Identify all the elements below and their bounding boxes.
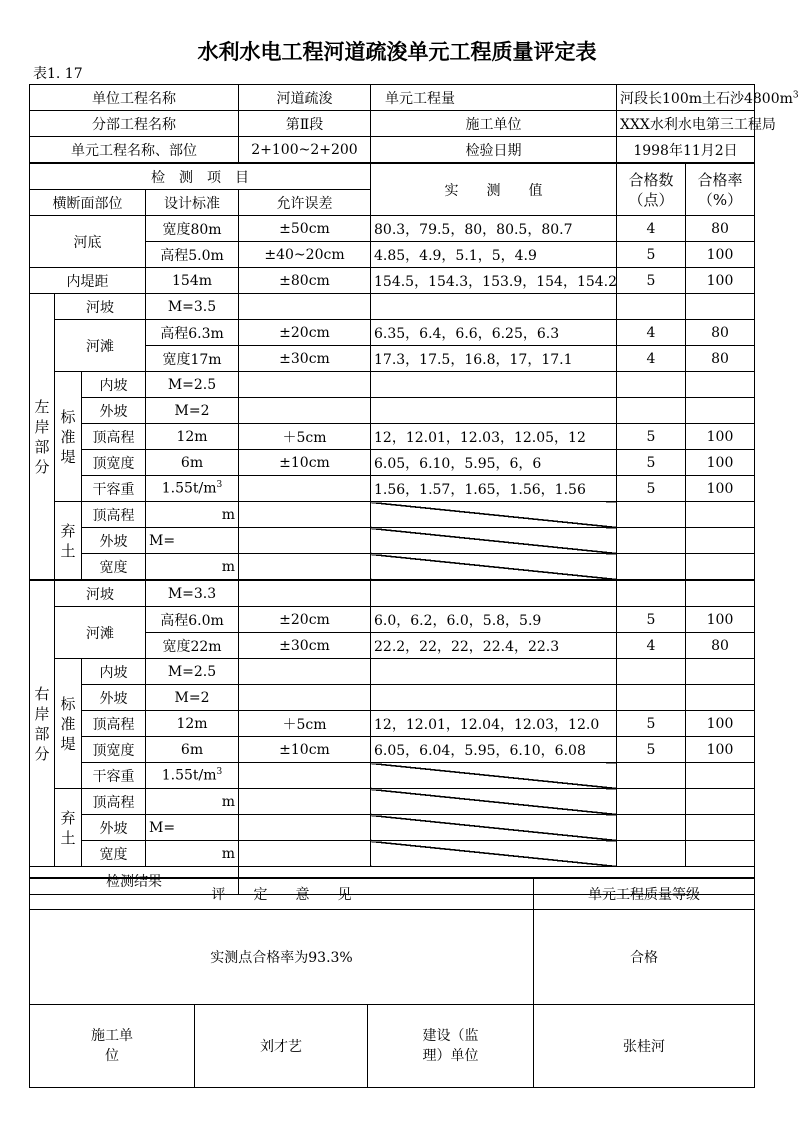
measured-values: 154.5，154.3，153.9，154，154.2 <box>371 268 617 294</box>
tolerance: ±40~20cm <box>239 242 371 268</box>
section-part: 宽度 <box>82 554 146 581</box>
qualified-count: 5 <box>617 711 686 737</box>
design-standard: 12m <box>146 424 239 450</box>
qualified-rate: 100 <box>686 424 755 450</box>
design-standard: m <box>146 502 239 528</box>
element-quantity-label: 单元工程量 <box>371 85 617 111</box>
section-part: 顶高程 <box>82 711 146 737</box>
design-standard: M=2 <box>146 685 239 711</box>
design-standard: 宽度80m <box>146 216 239 242</box>
contractor-label: 施工单位 <box>371 111 617 137</box>
measured-values: 6.0，6.2，6.0，5.8，5.9 <box>371 607 617 633</box>
table-row <box>30 502 755 528</box>
qualified-rate: 80 <box>686 346 755 372</box>
qualified-count: 5 <box>617 424 686 450</box>
design-standard-header: 设计标准 <box>146 190 239 216</box>
spoil-label: 弃土 <box>55 789 82 867</box>
tolerance: ±80cm <box>239 268 371 294</box>
measured-values: 6.05，6.04，5.95，6.10，6.08 <box>371 737 617 763</box>
inspect-date-value: 1998年11月2日 <box>617 137 755 164</box>
table-row <box>30 424 755 450</box>
section-part: 顶宽度 <box>82 450 146 476</box>
section-part: 河坡 <box>55 294 146 320</box>
measured-values: 17.3，17.5，16.8，17，17.1 <box>371 346 617 372</box>
qualified-count: 5 <box>617 268 686 294</box>
tolerance: ±10cm <box>239 450 371 476</box>
section-part: 内坡 <box>82 372 146 398</box>
table-row <box>30 685 755 711</box>
table-row <box>30 711 755 737</box>
opinion-label: 评 定 意 见 <box>30 878 534 910</box>
beach-label: 河滩 <box>55 607 146 659</box>
table-row <box>30 450 755 476</box>
measured-values-header: 实 测 值 <box>371 163 617 216</box>
design-standard: 6m <box>146 737 239 763</box>
design-standard: M= <box>146 528 239 554</box>
design-standard: $1.55t/m^3$ <box>146 476 239 502</box>
section-part: 干容重 <box>82 476 146 502</box>
design-standard: M=2.5 <box>146 659 239 685</box>
tolerance: ±30cm <box>239 633 371 659</box>
evaluation-table <box>29 877 755 1088</box>
table-number: 表1. 17 <box>33 66 83 82</box>
qualified-rate: 100 <box>686 737 755 763</box>
spoil-label: 弃土 <box>55 502 82 581</box>
design-standard: 宽度22m <box>146 633 239 659</box>
design-standard: M=2.5 <box>146 372 239 398</box>
grade-label: 单元工程质量等级 <box>534 878 755 910</box>
design-standard: 高程6.0m <box>146 607 239 633</box>
design-standard: 6m <box>146 450 239 476</box>
table-row <box>30 580 755 607</box>
design-standard: 154m <box>146 268 239 294</box>
section-part: 河坡 <box>55 580 146 607</box>
section-part: 顶高程 <box>82 424 146 450</box>
table-row <box>30 216 755 242</box>
table-row <box>30 268 755 294</box>
design-standard: 高程6.3m <box>146 320 239 346</box>
element-name-label: 单元工程名称、部位 <box>30 137 239 164</box>
design-standard: m <box>146 554 239 581</box>
qualified-rate: 80 <box>686 633 755 659</box>
table-row <box>30 763 755 789</box>
tolerance: ±10cm <box>239 737 371 763</box>
sub-project-label: 分部工程名称 <box>30 111 239 137</box>
inspection-items-header: 检 测 项 目 <box>30 163 371 190</box>
qualified-rate: 100 <box>686 476 755 502</box>
result-label: 检测结果 <box>30 867 239 895</box>
section-part: 外坡 <box>82 815 146 841</box>
section-part: 外坡 <box>82 528 146 554</box>
qualified-count: 4 <box>617 346 686 372</box>
qualified-count: 4 <box>617 633 686 659</box>
grade-value: 合格 <box>534 910 755 1005</box>
riverbed-label: 河底 <box>30 216 146 268</box>
diagonal-cell <box>371 502 617 528</box>
inspection-table <box>29 84 799 895</box>
right-bank-label: 右岸部分 <box>30 580 55 867</box>
diagonal-cell <box>371 554 617 581</box>
diagonal-cell <box>371 815 617 841</box>
qualified-count: 4 <box>617 320 686 346</box>
qualified-rate: 80 <box>686 320 755 346</box>
section-part: 外坡 <box>82 685 146 711</box>
section-part: 内堤距 <box>30 268 146 294</box>
header-row-3 <box>30 137 755 164</box>
element-quantity-value: 河段长100m土石沙$4800m^3$ <box>617 85 755 111</box>
qualified-count-header: 合格数（点） <box>617 163 686 216</box>
section-part: 宽度 <box>82 841 146 867</box>
measured-values: 12，12.01，12.03，12.05，12 <box>371 424 617 450</box>
design-standard: 高程5.0m <box>146 242 239 268</box>
tolerance: ±20cm <box>239 320 371 346</box>
qualified-rate: 100 <box>686 268 755 294</box>
table-row <box>30 554 755 581</box>
left-bank-label: 左岸部分 <box>30 294 55 581</box>
design-standard: $1.55t/m^3$ <box>146 763 239 789</box>
qualified-count: 5 <box>617 242 686 268</box>
table-row <box>30 372 755 398</box>
qualified-rate: 100 <box>686 242 755 268</box>
diagonal-cell <box>371 763 617 789</box>
contractor-person: 刘才艺 <box>195 1005 368 1088</box>
sub-project-value: 第Ⅱ段 <box>239 111 371 137</box>
tolerance: ±50cm <box>239 216 371 242</box>
table-row <box>30 528 755 554</box>
design-standard: 宽度17m <box>146 346 239 372</box>
levee-label: 标准堤 <box>55 372 82 502</box>
qualified-rate: 100 <box>686 450 755 476</box>
design-standard: m <box>146 789 239 815</box>
table-row <box>30 737 755 763</box>
tolerance: ＋5cm <box>239 711 371 737</box>
measured-values: 80.3，79.5，80，80.5，80.7 <box>371 216 617 242</box>
table-row <box>30 294 755 320</box>
contractor-value: XXX水利水电第三工程局 <box>617 111 755 137</box>
table-row <box>30 815 755 841</box>
beach-label: 河滩 <box>55 320 146 372</box>
diagonal-cell <box>371 789 617 815</box>
diagonal-cell <box>371 528 617 554</box>
section-part: 外坡 <box>82 398 146 424</box>
levee-label: 标准堤 <box>55 659 82 789</box>
unit-project-label: 单位工程名称 <box>30 85 239 111</box>
section-part: 顶高程 <box>82 502 146 528</box>
design-standard: M=3.5 <box>146 294 239 320</box>
tolerance: ±30cm <box>239 346 371 372</box>
measured-values: 6.35，6.4，6.6，6.25，6.3 <box>371 320 617 346</box>
section-part: 干容重 <box>82 763 146 789</box>
measured-values: 6.05，6.10，5.95，6，6 <box>371 450 617 476</box>
measured-values: 22.2，22，22，22.4，22.3 <box>371 633 617 659</box>
diagonal-cell <box>371 841 617 867</box>
contractor-sign-label: 施工单位 <box>30 1005 195 1088</box>
qualified-rate: 80 <box>686 216 755 242</box>
qualified-count: 5 <box>617 450 686 476</box>
unit-project-value: 河道疏浚 <box>239 85 371 111</box>
design-standard: M= <box>146 815 239 841</box>
design-standard: 12m <box>146 711 239 737</box>
table-row <box>30 789 755 815</box>
table-row <box>30 607 755 633</box>
qualified-count: 5 <box>617 476 686 502</box>
owner-person: 张桂河 <box>534 1005 755 1088</box>
design-standard: M=3.3 <box>146 580 239 607</box>
measured-values: 12，12.01，12.04，12.03，12.0 <box>371 711 617 737</box>
measured-values: 4.85，4.9，5.1，5，4.9 <box>371 242 617 268</box>
qualified-rate-header: 合格率（%） <box>686 163 755 216</box>
qualified-count: 4 <box>617 216 686 242</box>
header-row-2 <box>30 111 755 137</box>
section-part: 顶高程 <box>82 789 146 815</box>
qualified-count: 5 <box>617 737 686 763</box>
tolerance: ＋5cm <box>239 424 371 450</box>
header-row-1 <box>30 85 755 111</box>
table-row <box>30 320 755 346</box>
qualified-rate: 100 <box>686 711 755 737</box>
element-name-value: 2+100~2+200 <box>239 137 371 164</box>
table-row <box>30 398 755 424</box>
inspect-date-label: 检验日期 <box>371 137 617 164</box>
tolerance-header: 允许误差 <box>239 190 371 216</box>
section-part-header: 横断面部位 <box>30 190 146 216</box>
owner-sign-label: 建设（监理）单位 <box>368 1005 534 1088</box>
qualified-count: 5 <box>617 607 686 633</box>
design-standard: M=2 <box>146 398 239 424</box>
measured-values: 1.56，1.57，1.65，1.56，1.56 <box>371 476 617 502</box>
table-row <box>30 841 755 867</box>
section-part: 内坡 <box>82 659 146 685</box>
form-title: 水利水电工程河道疏浚单元工程质量评定表 <box>197 39 597 64</box>
tolerance: ±20cm <box>239 607 371 633</box>
table-row <box>30 659 755 685</box>
opinion-text: 实测点合格率为93.3% <box>30 910 534 1005</box>
design-standard: m <box>146 841 239 867</box>
table-row <box>30 476 755 502</box>
section-part: 顶宽度 <box>82 737 146 763</box>
qualified-rate: 100 <box>686 607 755 633</box>
